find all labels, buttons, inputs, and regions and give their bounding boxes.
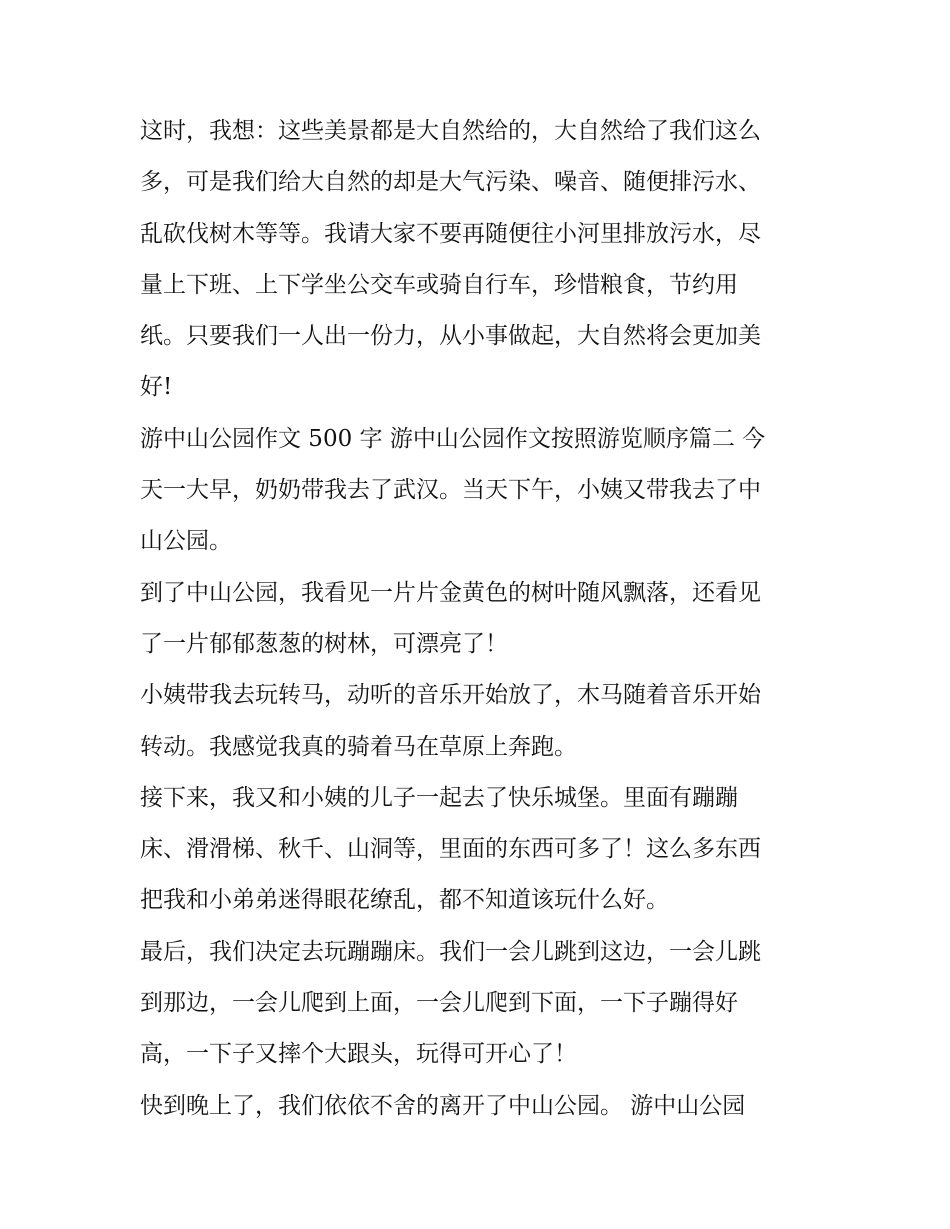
paragraph-arrival (140, 568, 812, 671)
text-line: 到了中山公园，我看见一片片金黄色的树叶随风飘落，还看见 (140, 579, 761, 606)
text-line: 到那边，一会儿爬到上面，一会儿爬到下面，一下子蹦得好 (140, 990, 738, 1017)
text-line: 量上下班、上下学坐公交车或骑自行车，珍惜粮食，节约用 (140, 271, 738, 298)
text-line: 快到晚上了，我们依依不舍的离开了中山公园。 游中山公园 (140, 1092, 746, 1119)
paragraph-essay-title (140, 414, 812, 568)
text-line: 转动。我感觉我真的骑着马在草原上奔跑。 (140, 733, 577, 760)
text-line: 游中山公园作文 500 字 游中山公园作文按照游览顺序篇二 今 (140, 425, 766, 452)
text-line: 山公园。 (140, 528, 232, 555)
text-line: 这时，我想：这些美景都是大自然给的，大自然给了我们这么 (140, 118, 761, 144)
text-line: 高，一下子又摔个大跟头，玩得可开心了！ (140, 1041, 577, 1068)
paragraph-reflection (140, 106, 812, 414)
text-line: 床、滑滑梯、秋千、山洞等，里面的东西可多了！这么多东西 (140, 836, 761, 863)
text-line: 天一大早，奶奶带我去了武汉。当天下午，小姨又带我去了中 (140, 477, 761, 504)
document-body (140, 106, 812, 1132)
text-line: 接下来，我又和小姨的儿子一起去了快乐城堡。里面有蹦蹦 (140, 784, 738, 811)
paragraph-ending (140, 1081, 812, 1132)
paragraph-castle (140, 773, 812, 927)
paragraph-carousel (140, 670, 812, 773)
text-line: 了一片郁郁葱葱的树林，可漂亮了！ (140, 630, 508, 657)
text-line: 多，可是我们给大自然的却是大气污染、噪音、随便排污水、 (140, 169, 761, 196)
text-line: 乱砍伐树木等等。我请大家不要再随便往小河里排放污水，尽 (140, 220, 761, 247)
text-line: 把我和小弟弟迷得眼花缭乱，都不知道该玩什么好。 (140, 887, 669, 914)
text-line: 最后，我们决定去玩蹦蹦床。我们一会儿跳到这边，一会儿跳 (140, 938, 761, 965)
text-line: 小姨带我去玩转马，动听的音乐开始放了，木马随着音乐开始 (140, 682, 761, 709)
paragraph-trampoline (140, 927, 812, 1081)
text-line: 好! (140, 374, 173, 401)
text-line: 纸。只要我们一人出一份力，从小事做起，大自然将会更加美 (140, 323, 761, 350)
